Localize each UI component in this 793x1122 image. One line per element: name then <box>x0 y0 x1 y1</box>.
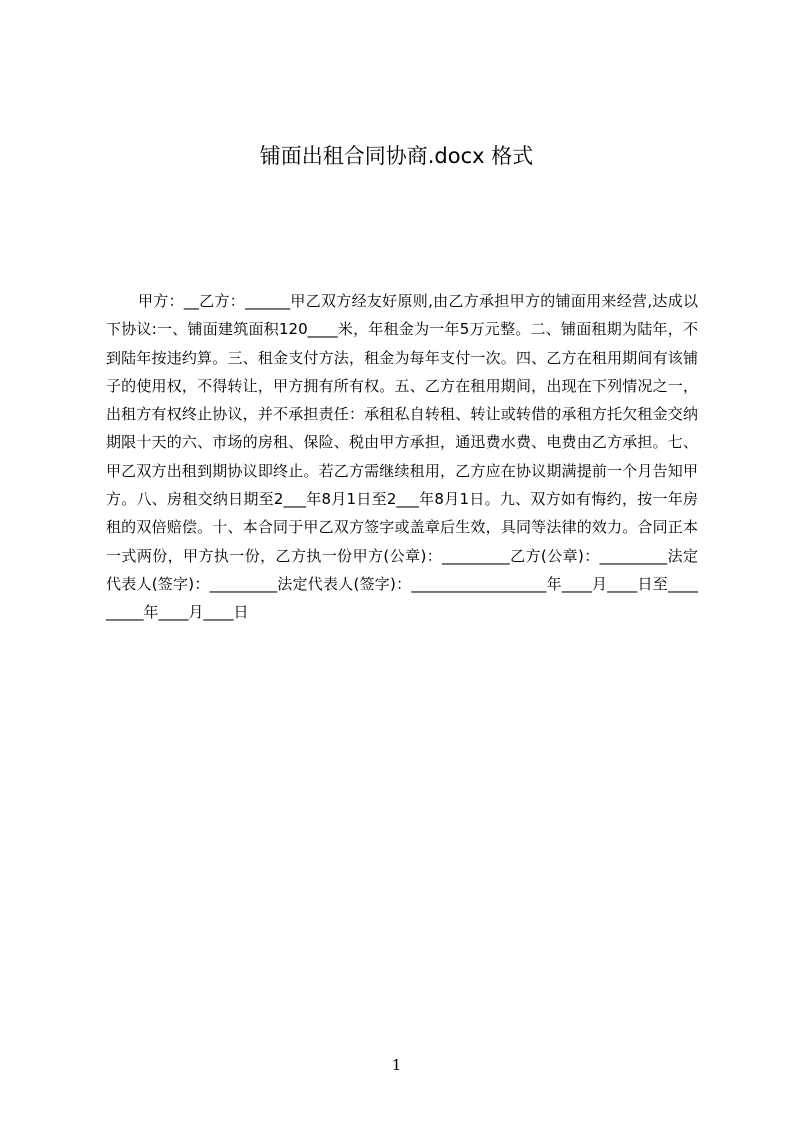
contract-body-paragraph: 甲方：__乙方：______甲乙双方经友好原则,由乙方承担甲方的铺面用来经营,达成以下协议:一、铺面建筑面积120____米，年租金为一年5万元整。二、铺面租期为陆年，不到陆年按违约算。三、租金支付方法，租金为每年支付一次。四、乙方在租用期间有该铺子的使用权，不得转让，甲方拥有所有权。五、乙方在租用期间，出现在下列情况之一，出租方有权终止协议，并不承担责任：承租私自转租、转让或转借的承租方托欠租金交纳期限十天的六、市场的房租、保险、税由甲方承担，通迅费水费、电费由乙方承担。七、甲乙双方出租到期协议即终止。若乙方需继续租用，乙方应在协议期满提前一个月告知甲方。八、房租交纳日期至2___年8月1日至2___年8月1日。九、双方如有悔约，按一年房租的双倍赔偿。十、本合同于甲乙双方签字或盖章后生效，具同等法律的效力。合同正本一式两份，甲方执一份，乙方执一份甲方(公章)：_________乙方(公章)：_________法定代表人(签字)：_________法定代表人(签字)：__________________年____月____日至_________年____月____日 <box>106 292 698 622</box>
page-title: 铺面出租合同协商.docx 格式 <box>259 144 534 168</box>
page-number: 1 <box>391 1056 402 1074</box>
